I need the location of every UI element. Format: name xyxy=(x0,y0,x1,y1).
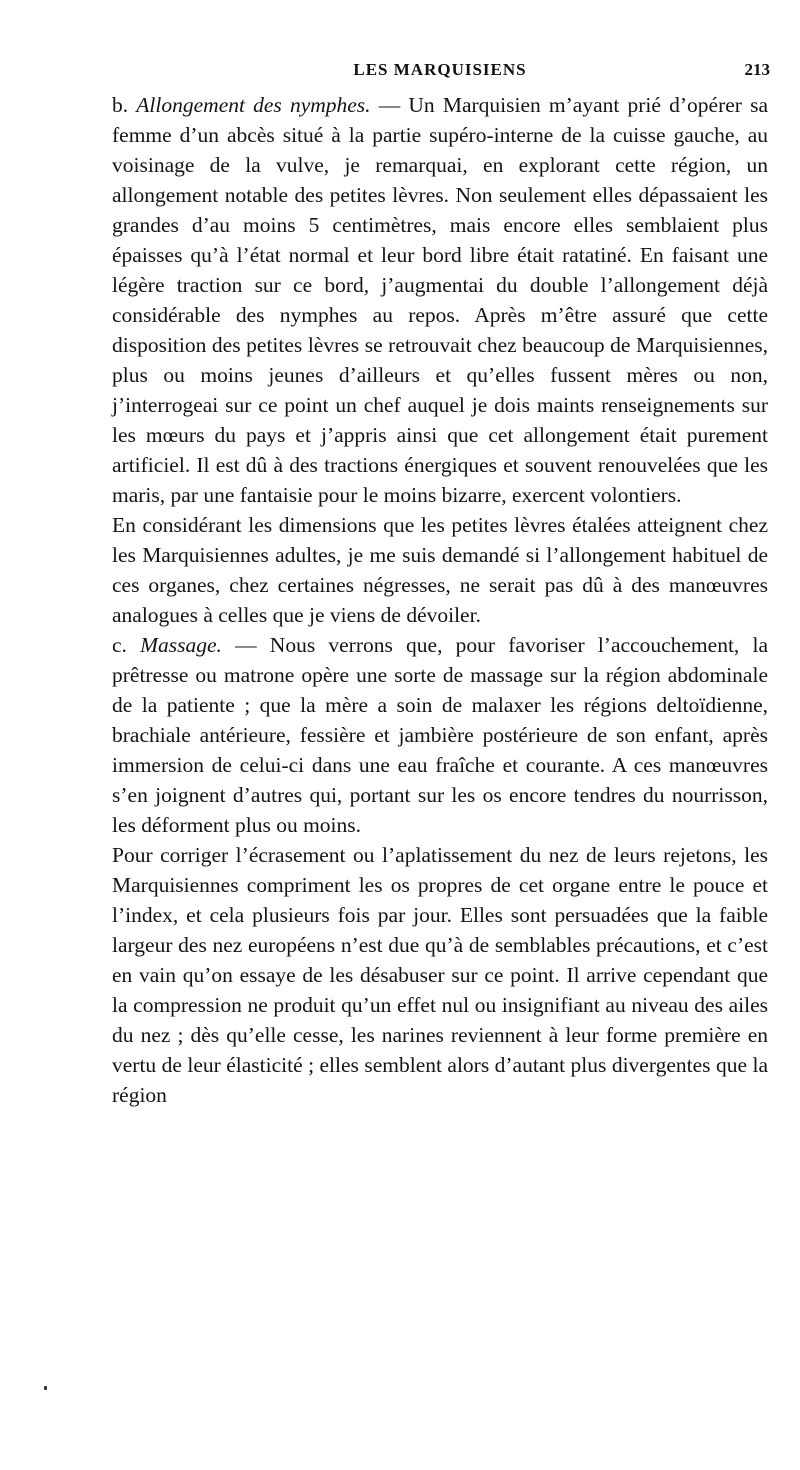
body-text xyxy=(112,90,768,1110)
running-head xyxy=(110,60,770,88)
paragraph-text: Pour corriger l’écrasement ou l’aplatissement du nez de leurs rejetons, les Marquisiennes compriment les os propres de cet organe entre le pouce et l’index, et cela plusieurs fois par jour. Elles sont persuadées que la faible largeur des nez européens n’est due qu’à de semblables précautions, et c’est en vain qu’on essaye de les désabuser sur ce point. Il arrive cependant que la compression ne produit qu’un effet nul ou insignifiant au niveau des ailes du nez ; dès qu’elle cesse, les narines reviennent à leur forme première en vertu de leur élasticité ; elles semblent alors d’autant plus divergentes que la région xyxy=(112,843,768,1107)
section-letter: b. xyxy=(112,93,129,117)
paragraph-massage xyxy=(112,630,768,840)
paragraph-nez xyxy=(112,840,768,1110)
section-heading: Allongement des nymphes. xyxy=(136,93,371,117)
paragraph-text: En considérant les dimensions que les petites lèvres étalées atteignent chez les Marquisiennes adultes, je me suis demandé si l’allongement habituel de ces organes, chez certaines négresses, ne serait pas dû à des manœuvres analogues à celles que je viens de dévoiler. xyxy=(112,513,768,627)
paragraph-text: — Un Marquisien m’ayant prié d’opérer sa femme d’un abcès situé à la partie supéro-interne de la cuisse gauche, au voisinage de la vulve, je remarquai, en explorant cette région, un allongement notable des petites lèvres. Non seulement elles dépassaient les grandes d’au moins 5 centimètres, mais encore elles semblaient plus épaisses qu’à l’état normal et leur bord libre était ratatiné. En faisant une légère traction sur ce bord, j’augmentai du double l’allongement déjà considérable des nymphes au repos. Après m’être assuré que cette disposition des petites lèvres se retrouvait chez beaucoup de Marquisiennes, plus ou moins jeunes d’ailleurs et qu’elles fussent mères ou non, j’interrogeai sur ce point un chef auquel je dois maints renseignements sur les mœurs du pays et j’appris ainsi que cet allongement était purement artificiel. Il est dû à des tractions énergiques et souvent renouvelées que les maris, par une fantaisie pour le moins bizarre, exercent volontiers. xyxy=(112,93,769,507)
running-title: LES MARQUISIENS xyxy=(353,60,527,79)
section-letter: c. xyxy=(112,633,127,657)
paragraph-allongement xyxy=(112,90,768,510)
ink-speck xyxy=(44,1386,47,1390)
paragraph-text: — Nous verrons que, pour favoriser l’accouchement, la prêtresse ou matrone opère une sorte de massage sur la région abdominale de la patiente ; que la mère a soin de malaxer les régions deltoïdienne, brachiale antérieure, fessière et jambière postérieure de son enfant, après immersion de celui-ci dans une eau fraîche et courante. A ces manœuvres s’en joignent d’autres qui, portant sur les os encore tendres du nourrisson, les déforment plus ou moins. xyxy=(112,633,768,837)
page-number: 213 xyxy=(744,60,770,79)
paragraph-considerant xyxy=(112,510,768,630)
section-heading: Massage. xyxy=(140,633,222,657)
